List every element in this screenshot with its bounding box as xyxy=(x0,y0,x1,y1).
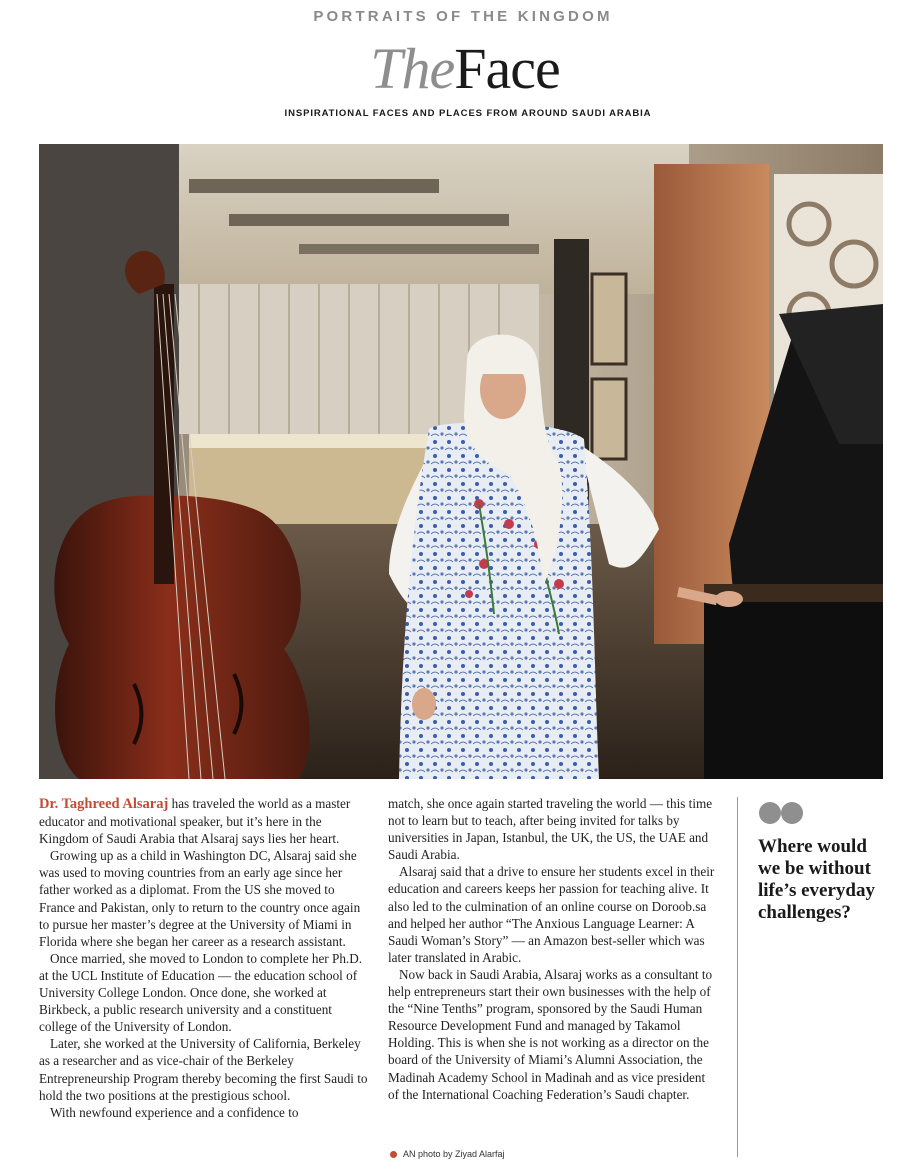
lead-text: has traveled the world as a master educator and motivational speaker, but it’s here in the Kingdom of Saudi Arabia that Alsaraj says lies her heart. xyxy=(39,796,351,847)
pull-quote: Where would we be without life’s everyday challenges? xyxy=(758,836,875,923)
continued-paragraph: match, she once again started traveling the world — this time not to learn but to teach, after being invited for talks by universities in Japan, Istanbul, the UK, the US, the UAE and Saudi Arabia. xyxy=(388,796,713,863)
masthead-the: The xyxy=(370,36,455,101)
body-paragraph: Later, she worked at the University of California, Berkeley as a researcher and as vice-chair of the Berkeley Entrepreneurship Program thereby becoming the first Saudi to hold the two positions at the prestigious school. xyxy=(39,1036,368,1103)
body-paragraph: Alsaraj said that a drive to ensure her students excel in their education and careers keeps her passion for teaching alive. It also led to the culmination of an online course on Doroob.sa and helped her author “The Anxious Language Learner: A Saudi Woman’s Story” — an Amazon best-seller which was later translated in Arabic. xyxy=(388,864,715,965)
portrait-photo xyxy=(39,144,883,779)
masthead-tagline: INSPIRATIONAL FACES AND PLACES FROM AROUND SAUDI ARABIA xyxy=(284,108,652,119)
article-column-1 xyxy=(39,795,369,1121)
body-paragraph: Once married, she moved to London to complete her Ph.D. at the UCL Institute of Education — the education school of University College London. Once done, she worked at Birkbeck, a public research university and a constituent college of the University of London. xyxy=(39,950,363,1035)
section-kicker: PORTRAITS OF THE KINGDOM xyxy=(313,8,613,25)
credit-bullet-icon xyxy=(390,1151,397,1158)
lead-paragraph xyxy=(39,795,369,847)
body-paragraph: Growing up as a child in Washington DC, Alsaraj said she was used to moving countries from an early age since her father worked as a diplomat. From the US she moved to France and Pakistan, only to return to the country once again to pursue her master’s degree at the University of Miami in Florida where she began her career as a research assistant. xyxy=(39,848,361,949)
masthead-title xyxy=(0,36,900,102)
column-divider xyxy=(737,797,738,1157)
quote-marks-icon xyxy=(758,800,808,833)
body-paragraph: Now back in Saudi Arabia, Alsaraj works as a consultant to help entrepreneurs start their own businesses with the help of the “Nine Tenths” program, sponsored by the Saudi Human Resource Development Fund and managed by Takamol Holding. This is when she is not working as a director on the board of the University of Miami’s Alumni Association, the Madinah Academy School in Madinah and as vice president of the International Coaching Federation’s Saudi chapter. xyxy=(388,966,713,1102)
article-column-2 xyxy=(388,795,718,1103)
lead-name: Dr. Taghreed Alsaraj xyxy=(39,796,169,812)
photo-credit-text: AN photo by Ziyad Alarfaj xyxy=(403,1149,505,1159)
body-paragraph: With newfound experience and a confidence to xyxy=(50,1104,299,1120)
photo-credit xyxy=(390,1149,505,1159)
masthead-face: Face xyxy=(454,36,560,101)
